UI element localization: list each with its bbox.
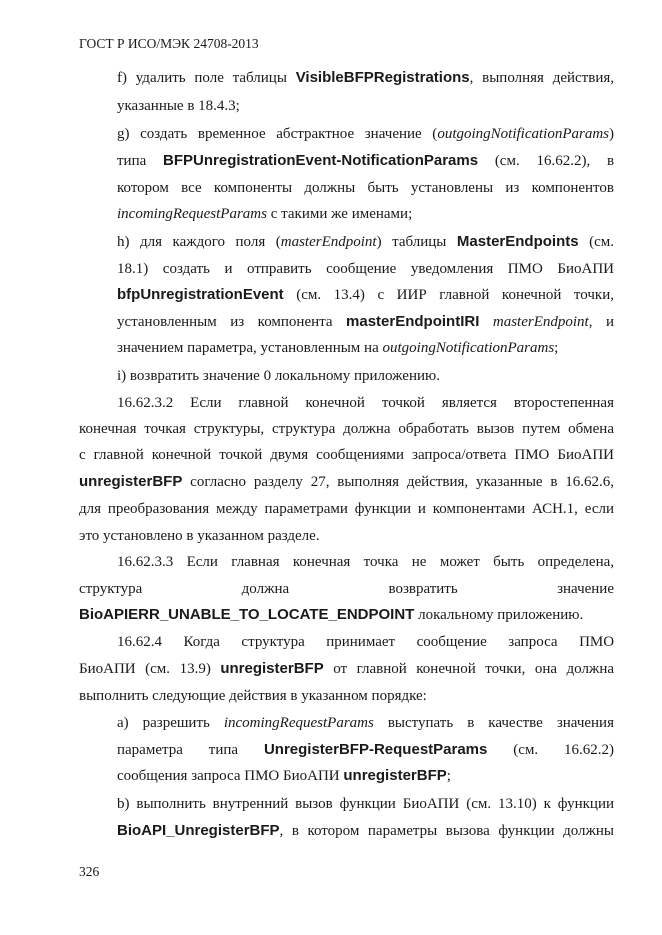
text-run: конечная точкая структуры, структура должна обработать вызов путем обмена (79, 421, 614, 437)
text-line (117, 821, 614, 841)
text-line (117, 68, 614, 88)
text-run: сообщения запроса ПМО БиоАПИ (117, 768, 344, 784)
text-run: ) (609, 126, 614, 142)
text-line (117, 366, 440, 386)
text-run: b) выполнить внутренний вызов функции БиоАПИ (см. 13.10) к функции (117, 796, 614, 812)
text-run: Когда (183, 634, 220, 650)
text-run: типа (117, 153, 147, 169)
text-run: запроса (508, 634, 558, 650)
text-line (117, 632, 614, 652)
text-line (117, 552, 614, 572)
text-run: структура (241, 634, 305, 650)
text-line (117, 285, 614, 305)
page-number: 326 (79, 864, 100, 879)
page-header: ГОСТ Р ИСО/МЭК 24708-2013 (79, 36, 259, 51)
text-run: ) таблицы (376, 234, 457, 250)
code-term: BFPUnregistrationEvent-NotificationParams (163, 152, 479, 169)
text-run: согласно разделу 27, выполняя действия, указанные в 16.62.6, (182, 474, 614, 490)
text-run: значение (557, 581, 614, 597)
text-run: i) возвратить значение 0 локальному приложению. (117, 368, 440, 384)
text-line (117, 259, 614, 279)
text-run: , в котором параметры вызова функции должны (279, 823, 614, 839)
italic-term: masterEndpoint (492, 314, 589, 330)
text-run: 18.1) создать и отправить сообщение уведомления ПМО БиоАПИ (117, 261, 614, 277)
text-run: должна (241, 581, 290, 597)
text-line (117, 232, 614, 252)
text-line (117, 96, 240, 116)
text-run: 16.62.2) (564, 742, 615, 758)
text-run: ПМО (579, 634, 615, 650)
text-line (79, 472, 614, 492)
text-run: (см. (513, 742, 539, 758)
text-line (117, 312, 614, 332)
text-run: это установлено в указанном разделе. (79, 528, 320, 544)
text-run: 16.62.3.2 Если главной конечной точкой является второстепенная (117, 395, 614, 411)
text-line (79, 526, 320, 546)
text-run: 16.62.3.3 Если главная конечная точка не может быть определена, (117, 554, 614, 570)
text-line (117, 393, 614, 413)
text-run: в (606, 153, 615, 169)
italic-term: incomingRequestParams (223, 715, 374, 731)
text-run: установленным из компонента (117, 314, 347, 330)
code-term: unregisterBFP (220, 660, 324, 677)
text-run: , и (588, 314, 615, 330)
text-run: с такими же именами; (266, 206, 413, 222)
text-run (479, 314, 493, 330)
code-term: unregisterBFP (79, 473, 183, 490)
code-term: bfpUnregistrationEvent (117, 286, 284, 303)
text-line (79, 419, 614, 439)
code-term: unregisterBFP (343, 767, 447, 784)
text-line (117, 204, 412, 224)
text-line (117, 124, 614, 144)
text-run: выступать в качестве значения (373, 715, 614, 731)
text-run: структура (79, 581, 143, 597)
code-term: BioAPIERR_UNABLE_TO_LOCATE_ENDPOINT (79, 606, 415, 623)
text-run: с главной конечной точкой двумя сообщениями запроса/ответа ПМО БиоАПИ (79, 447, 614, 463)
code-term: VisibleBFPRegistrations (295, 69, 470, 86)
code-term: MasterEndpoints (456, 233, 579, 250)
text-run: от главной конечной точки, она должна (323, 661, 615, 677)
text-run: локальному приложению. (414, 607, 584, 623)
text-run: ; (554, 340, 559, 356)
text-run: параметра (117, 742, 183, 758)
text-run: котором все компоненты должны быть установлены из компонентов (117, 180, 614, 196)
italic-term: outgoingNotificationParams (382, 340, 555, 356)
text-run: (см. (494, 153, 520, 169)
text-run: возвратить (388, 581, 458, 597)
text-run: типа (208, 742, 239, 758)
text-run: 16.62.2), (536, 153, 591, 169)
text-line (79, 579, 614, 599)
text-line (79, 686, 427, 706)
text-run: 16.62.4 (117, 634, 162, 650)
text-run: ; (446, 768, 451, 784)
code-term: masterEndpointIRI (346, 313, 480, 330)
text-run: h) для каждого поля ( (117, 234, 281, 250)
italic-term: masterEndpoint (280, 234, 377, 250)
text-run: принимает (326, 634, 396, 650)
text-line (79, 659, 614, 679)
code-term: BioAPI_UnregisterBFP (117, 822, 280, 839)
text-run: a) разрешить (117, 715, 224, 731)
text-line (117, 178, 614, 198)
text-line (79, 499, 614, 519)
text-line (117, 740, 614, 760)
text-line (79, 605, 583, 625)
text-line (117, 338, 558, 358)
text-run: значением параметра, установленным на (117, 340, 383, 356)
text-run: f) удалить поле таблицы (117, 70, 296, 86)
text-run: (см. (578, 234, 614, 250)
code-term: UnregisterBFP-RequestParams (263, 741, 488, 758)
text-run: БиоАПИ (см. 13.9) (79, 661, 221, 677)
text-run: указанные в 18.4.3; (117, 98, 240, 114)
text-line (117, 151, 614, 171)
text-line (79, 445, 614, 465)
text-run: выполнить следующие действия в указанном порядке: (79, 688, 427, 704)
text-run: (см. 13.4) с ИИР главной конечной точки, (283, 287, 614, 303)
text-run: g) создать временное абстрактное значение ( (117, 126, 438, 142)
text-line (117, 766, 451, 786)
text-line (117, 794, 614, 814)
text-line (117, 713, 614, 733)
text-run: , выполняя действия, (469, 70, 614, 86)
text-run: для преобразования между параметрами функции и компонентами АСН.1, если (79, 501, 614, 517)
text-run: сообщение (416, 634, 487, 650)
italic-term: outgoingNotificationParams (437, 126, 609, 142)
italic-term: incomingRequestParams (117, 206, 267, 222)
